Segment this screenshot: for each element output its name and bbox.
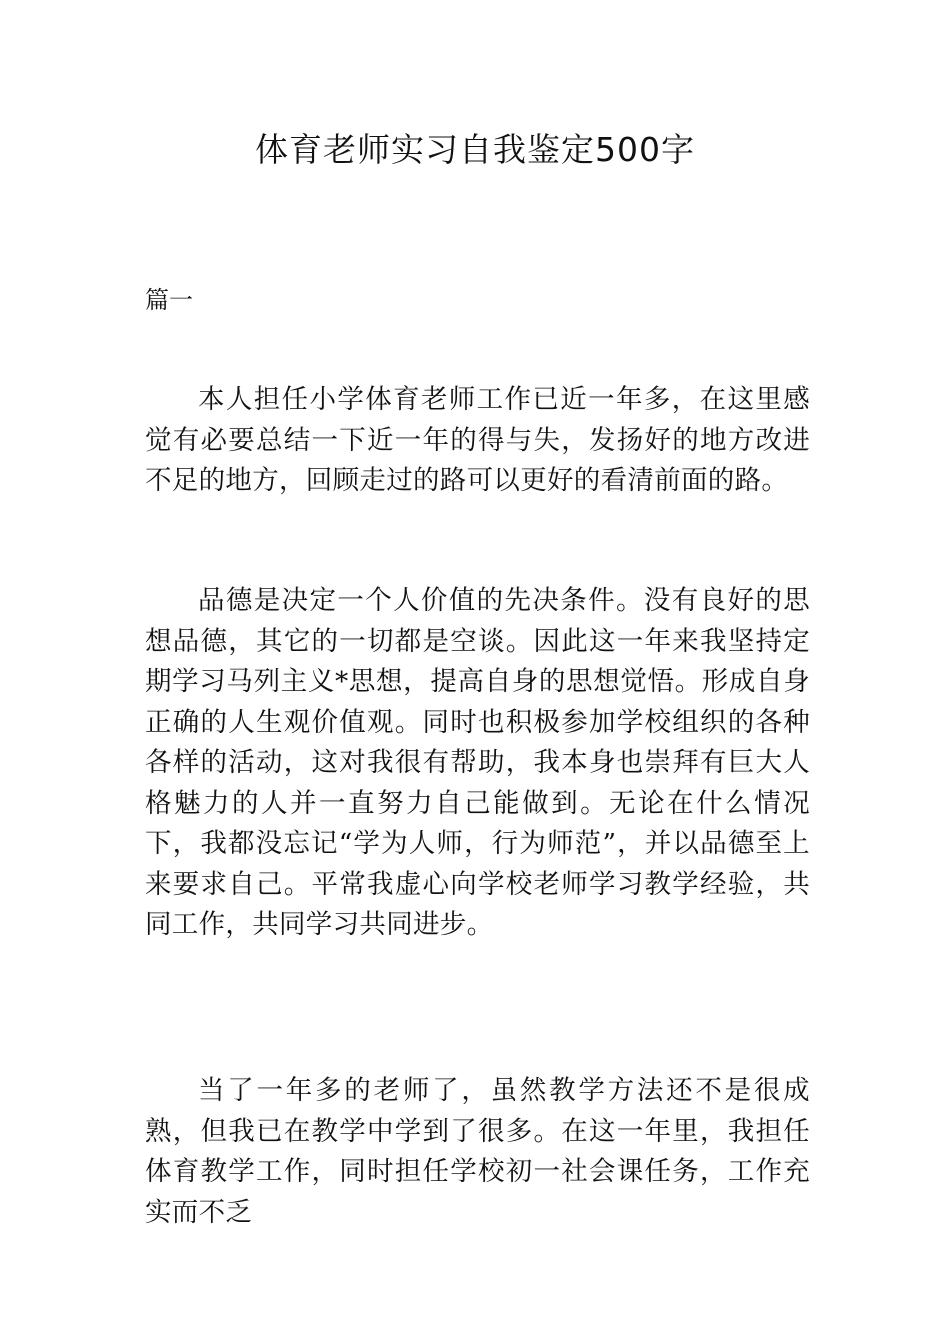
section-label: 篇一 bbox=[145, 286, 193, 314]
paragraph-2: 品德是决定一个人价值的先决条件。没有良好的思想品德，其它的一切都是空谈。因此这一年来我坚持定期学习马列主义*思想，提高自身的思想觉悟。形成自身正确的人生观价值观。同时也积极参加学校组织的各种各样的活动，这对我很有帮助，我本身也崇拜有巨大人格魅力的人并一直努力自己能做到。无论在什么情况下，我都没忘记“学为人师，行为师范”，并以品德至上来要求自己。平常我虚心向学校老师学习教学经验，共同工作，共同学习共同进步。 bbox=[145, 585, 810, 940]
paragraph-1: 本人担任小学体育老师工作已近一年多，在这里感觉有必要总结一下近一年的得与失，发扬好的地方改进不足的地方，回顾走过的路可以更好的看清前面的路。 bbox=[145, 384, 810, 496]
document-title: 体育老师实习自我鉴定500字 bbox=[255, 130, 695, 169]
paragraph-3: 当了一年多的老师了，虽然教学方法还不是很成熟，但我已在教学中学到了很多。在这一年里，我担任体育教学工作，同时担任学校初一社会课任务，工作充实而不乏 bbox=[145, 1075, 810, 1228]
